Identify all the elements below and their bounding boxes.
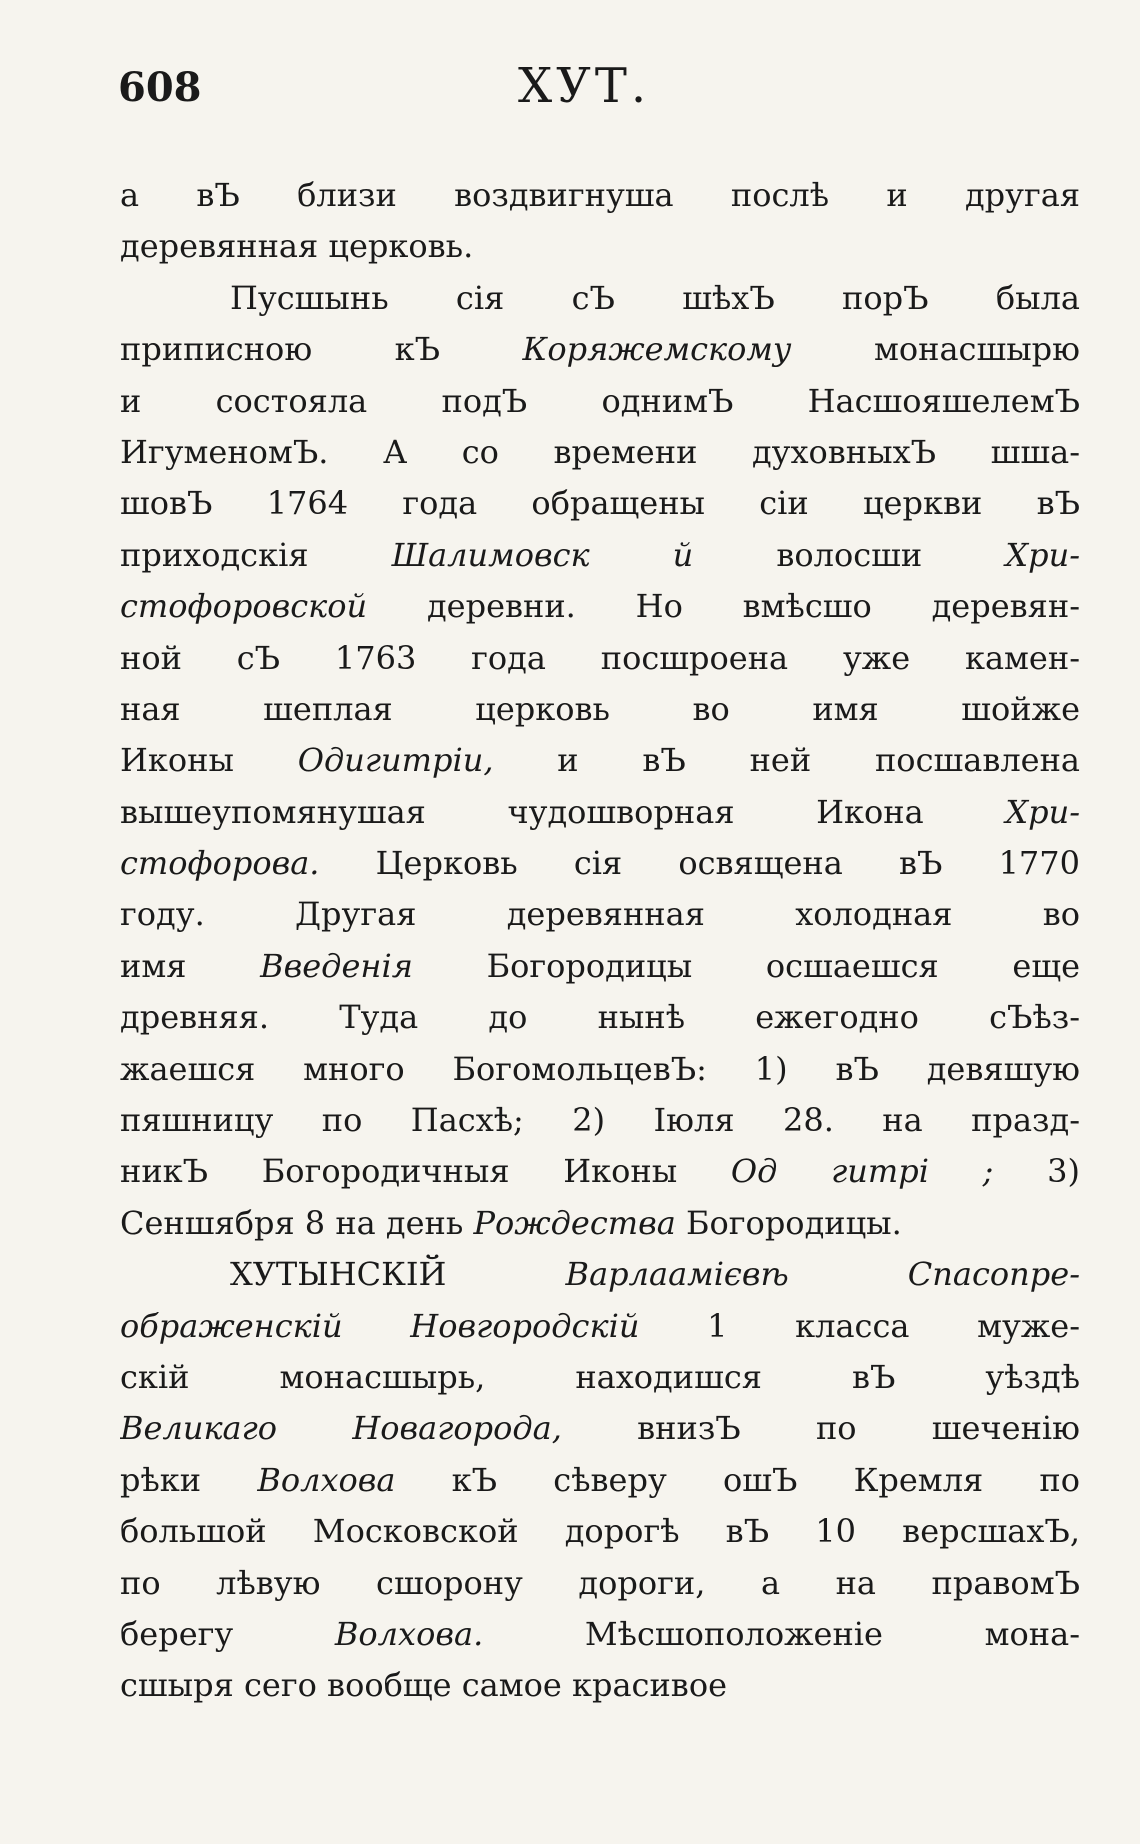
text-span: Пусшынь сія сЪ шѣхЪ порЪ была xyxy=(230,278,1080,317)
text-line xyxy=(120,1660,1080,1711)
text-line xyxy=(120,1506,1080,1557)
text-line xyxy=(120,581,1080,632)
text-span: а вЪ близи воздвигнуша послѣ и другая xyxy=(120,176,1080,214)
text-span: и вЪ ней посшавлена xyxy=(493,741,1080,780)
italic-span: Волхова xyxy=(257,1460,396,1499)
text-line xyxy=(120,1198,1080,1249)
text-span: деревянная церковь. xyxy=(120,227,474,266)
text-span: пяшницу по Пасхѣ; 2) Іюля 28. на празд- xyxy=(120,1101,1080,1140)
text-line xyxy=(120,1301,1080,1352)
text-span: приходскія xyxy=(120,535,392,574)
text-span: шовЪ 1764 года обращены сіи церкви вЪ xyxy=(120,484,1080,523)
text-line xyxy=(120,478,1080,529)
text-span: сшыря сего вообще самое красивое xyxy=(120,1666,728,1705)
text-line xyxy=(120,1095,1080,1146)
text-span: ная шеплая церковь во имя шойже xyxy=(120,689,1080,728)
text-span: рѣки xyxy=(120,1460,258,1499)
text-line xyxy=(120,889,1080,940)
text-span: большой Московской дорогѣ вЪ 10 версшахЪ, xyxy=(120,1512,1080,1551)
text-span: деревни. Но вмѣсшо деревян- xyxy=(367,587,1080,626)
text-span: Иконы xyxy=(120,741,298,780)
text-span: Богородицы. xyxy=(675,1203,902,1242)
text-span: внизЪ по шеченію xyxy=(561,1409,1080,1448)
page-number: 608 xyxy=(118,64,202,111)
text-span: 1 класса муже- xyxy=(639,1306,1080,1345)
text-line xyxy=(120,1609,1080,1660)
text-span: году. Другая деревянная холодная во xyxy=(120,895,1080,934)
body-text xyxy=(120,170,1080,1712)
italic-span: Одигитріи, xyxy=(297,741,494,780)
text-line xyxy=(120,427,1080,478)
text-span: по лѣвую сшорону дороги, а на правомЪ xyxy=(120,1563,1080,1602)
text-line xyxy=(120,1146,1080,1197)
text-span: Богородицы осшаешся еще xyxy=(412,946,1080,985)
text-line xyxy=(120,633,1080,684)
text-line xyxy=(120,735,1080,786)
text-line xyxy=(120,1558,1080,1609)
text-span: берегу xyxy=(120,1614,335,1653)
text-span: ХУТЫНСКІЙ xyxy=(230,1255,566,1294)
text-span: Мѣсшоположеніе мона- xyxy=(483,1614,1080,1653)
italic-span: Великаго Новагорода, xyxy=(120,1409,562,1448)
text-line xyxy=(120,170,1080,221)
text-span: волосши xyxy=(693,535,1006,574)
text-span: приписною кЪ xyxy=(120,330,523,369)
text-line xyxy=(120,684,1080,735)
text-line xyxy=(120,1249,1080,1300)
page-header xyxy=(118,58,1018,128)
text-line xyxy=(120,1352,1080,1403)
text-line xyxy=(120,221,1080,272)
text-span: имя xyxy=(120,946,261,985)
italic-span: стофоровской xyxy=(120,587,368,626)
italic-span: Хри- xyxy=(1005,535,1080,574)
italic-span: Рождества xyxy=(473,1203,676,1242)
text-line xyxy=(120,1044,1080,1095)
text-line xyxy=(120,787,1080,838)
text-span: никЪ Богородичныя Иконы xyxy=(120,1152,731,1191)
text-span: 3) xyxy=(993,1152,1080,1191)
text-span: монасшырю xyxy=(791,330,1080,369)
italic-span: Введенія xyxy=(260,946,413,985)
text-span: кЪ сѣверу ошЪ Кремля по xyxy=(395,1460,1080,1499)
text-line xyxy=(120,376,1080,427)
text-line xyxy=(120,273,1080,324)
text-span: ИгуменомЪ. А со времени духовныхЪ шша- xyxy=(120,432,1080,471)
text-line xyxy=(120,1403,1080,1454)
text-span: древняя. Туда до нынѣ ежегодно сЪѣз- xyxy=(120,998,1080,1037)
italic-span: ображенскій Новгородскій xyxy=(120,1306,640,1345)
text-line xyxy=(120,324,1080,375)
text-line xyxy=(120,992,1080,1043)
text-span: ной сЪ 1763 года посшроена уже камен- xyxy=(120,638,1080,677)
text-span: вышеупомянушая чудошворная Икона xyxy=(120,792,1006,831)
text-span: скій монасшырь, находишся вЪ уѣздѣ xyxy=(120,1357,1080,1396)
italic-span: стофорова. xyxy=(120,844,320,883)
text-span: Сеншября 8 на день xyxy=(120,1203,474,1242)
text-line xyxy=(120,530,1080,581)
italic-span: Варлаамієвѣ Спасопре- xyxy=(565,1255,1080,1294)
italic-span: Шалимовск й xyxy=(391,535,694,574)
text-span: и состояла подЪ однимЪ НасшояшелемЪ xyxy=(120,381,1080,420)
text-line xyxy=(120,941,1080,992)
text-span: Церковь сія освящена вЪ 1770 xyxy=(319,844,1080,883)
running-title: ХУТ. xyxy=(518,58,651,114)
italic-span: Коряжемскому xyxy=(522,330,792,369)
text-line xyxy=(120,838,1080,889)
italic-span: Волхова. xyxy=(334,1614,484,1653)
text-span: жаешся много БогомольцевЪ: 1) вЪ девяшую xyxy=(120,1049,1080,1088)
text-line xyxy=(120,1455,1080,1506)
italic-span: Хри- xyxy=(1005,792,1080,831)
italic-span: Од гитрі ; xyxy=(730,1152,994,1191)
